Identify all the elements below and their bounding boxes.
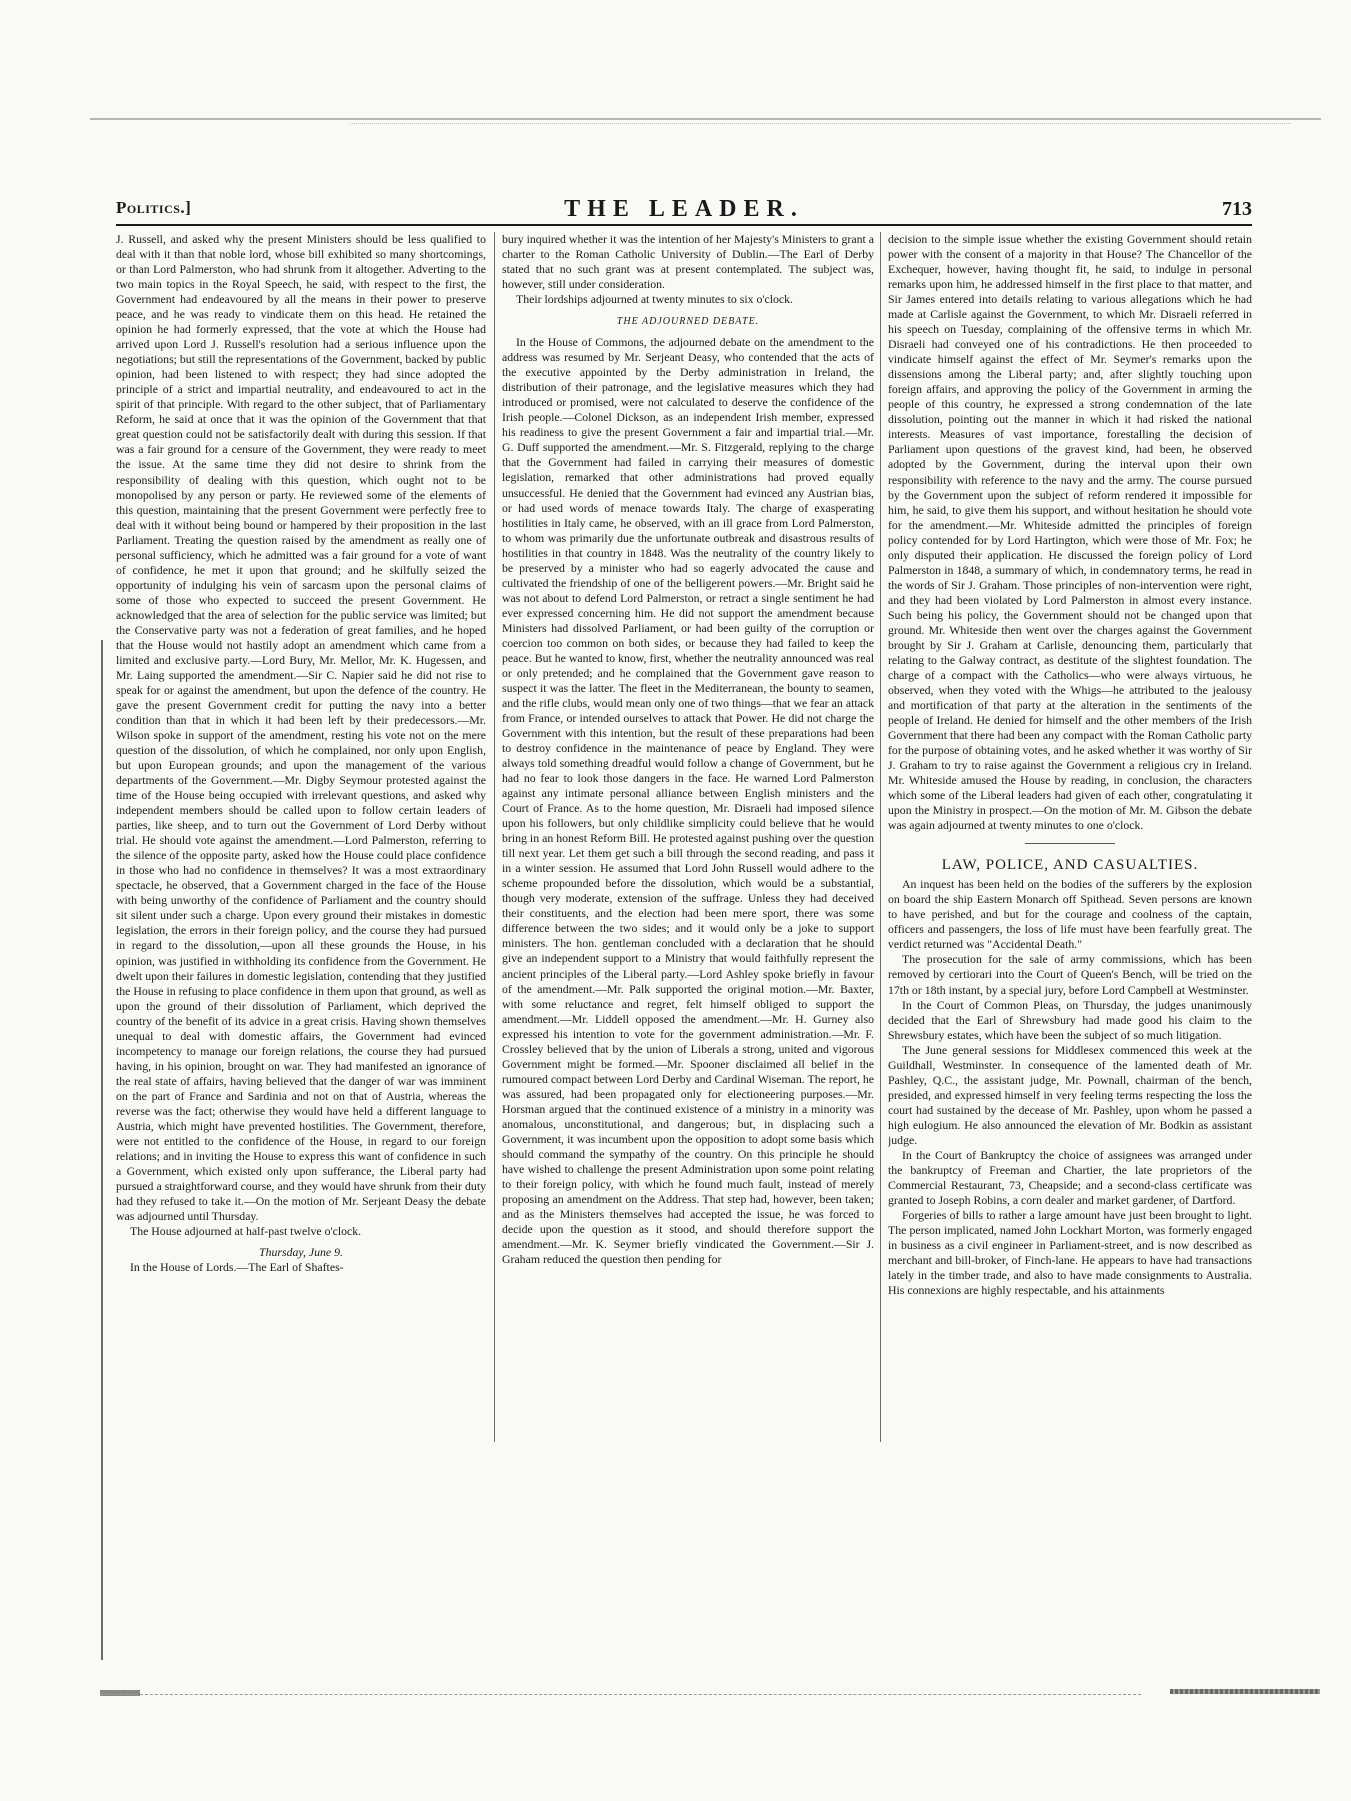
article-paragraph: An inquest has been held on the bodies of the sufferers by the explosion on board the ship Eastern Monarch off Spithead. Seven persons are known to have perished, and but for the courage and coolness of the captain, officers and passengers, the loss of life must have been fearfully great. The verdict returned was "Accidental Death." (888, 877, 1252, 952)
page-header (116, 198, 1252, 224)
adjourn-note: The House adjourned at half-past twelve o'clock. (130, 1224, 362, 1239)
article-paragraph: In the House of Commons, the adjourned debate on the amendment to the address was resumed by Mr. Serjeant Deasy, who contended that the acts of the executive appointed by the Derby administration in Ireland, the distribution of their patronage, and the legislative measures which they had introduced or promised, were not calculated to deserve the confidence of the Irish people.—Colonel Dickson, as an independent Irish member, expressed his readiness to give the present Government a fair and impartial trial.—Mr. G. Duff supported the amendment.—Mr. S. Fitzgerald, replying to the charge that the Government had failed in carrying their measures of domestic legislation, remarked that other administrations had proved equally unsuccessful. He denied that the Government had evinced any Austrian bias, or had used words of menace towards Italy. The charge of exasperating hostilities in Italy came, he observed, with an ill grace from Lord Palmerston, to whom was primarily due the unfortunate outbreak and disastrous results of hostilities in that country in 1848. Was the neutrality of the country likely to be preserved by a minister who had so eagerly advocated the cause and cultivated the friendship of one of the belligerent powers.—Mr. Bright said he was not about to defend Lord Palmerston, or retract a single sentiment he had ever expressed concerning him. He did not support the amendment because Ministers had dissolved Parliament, or had been guilty of the corruption or coercion too common on both sides, or because they had failed to keep the peace. But he wanted to know, first, whether the neutrality announced was real or only pretended; and he complained that the Government gave reason to suspect it was the latter. The fleet in the Mediterranean, the bounty to seamen, and the rifle clubs, would mean only one of two things—that we fear an attack from France, or intended ourselves to attack that Power. He did not charge the Government with this intention, but the result of these preparations had been to destroy confidence in the maintenance of peace by England. They were always told something dreadful would follow a change of Government, but he had no fear to look those dangers in the face. He warned Lord Palmerston against any intimate personal alliance between English ministers and the Court of France. As to the home question, Mr. Disraeli had imposed silence upon his followers, but only childlike simplicity could believe that he would bring in an honest Reform Bill. He protested against pushing over the question till next year. Let them get such a bill through the second reading, and pass it in a winter session. He assumed that Lord John Russell would adhere to the scheme propounded before the dissolution, which would be a substantial, though very moderate, extension of the suffrage. Unless they had deceived their constituents, and the election had been mere sport, there was some difference between the two sides; and it would only be a joke to support ministers. The hon. gentleman concluded with a declaration that he should give an independent support to a Ministry that would faithfully represent the ancient principles of the Liberal party.—Lord Ashley spoke briefly in favour of the amendment.—Mr. Palk supported the original motion.—Mr. Baxter, with some reluctance and regret, felt himself obliged to support the amendment.—Mr. Liddell opposed the amendment.—Mr. H. Gurney also expressed his intention to vote for the government administration.—Mr. F. Crossley believed that by the union of Liberals a strong, united and vigorous Government might be formed.—Mr. Spooner disclaimed all belief in the rumoured compact between Lord Derby and Cardinal Wiseman. The report, he was assured, had been propagated only for electioneering purposes.—Mr. Horsman argued that the continued existence of a ministry in a minority was anomalous, unconstitutional, and dangerous; but, in displacing such a Government, it was incumbent upon the opposition to adopt some basis which should command the sympathy of the country. On this principle he should have wished to challenge the present Administration upon some point relating to their foreign policy, with which he found much fault, instead of merely proposing an amendment on the Address. That step had, however, been taken; and as the Ministers themselves had accepted the issue, he was forced to decide upon the question as it stood, and should therefore support the amendment.—Mr. K. Seymer briefly vindicated the Government.—Sir J. Graham reduced the question then pending for (502, 335, 874, 1267)
top-scan-noise (350, 123, 1291, 125)
column-3 (888, 232, 1252, 1442)
binding-edge-line (101, 640, 103, 1660)
bottom-border-rule (100, 1694, 1141, 1696)
section-divider (1025, 843, 1115, 844)
article-paragraph: J. Russell, and asked why the present Ministers should be less qualified to deal with it than that noble lord, whose bill exhibited so many shortcomings, or than Lord Palmerston, who had shrunk from it altogether. Adverting to the two main topics in the Royal Speech, he said, with respect to the first, the Government had endeavoured by all the means in their power to preserve peace, and he was ready to vindicate them on this head. He retained the opinion he had formerly expressed, that the vote at which the House had arrived upon Lord J. Russell's resolution had a serious influence upon the negotiations; but still the representations of the Government, backed by public opinion, had been listened to with respect; they had since adopted the principle of a strict and impartial neutrality, and endeavoured to act in the spirit of that principle. With regard to the other subject, that of Parliamentary Reform, he said at once that it was the opinion of the Government that that great question could not be satisfactorily dealt with during this session. If that was a fair ground for a censure of the Government, they were ready to meet the issue. At the same time they did not desire to shrink from the responsibility of dealing with this question, which ought not to be monopolised by any person or party. He reviewed some of the elements of this question, maintaining that the present Government were perfectly free to deal with it without being bound or hampered by their proposition in the last Parliament. Treating the question raised by the amendment as really one of personal sufficiency, which he admitted was a fair ground for a vote of want of confidence, he met it upon that ground; and he skilfully seized the opportunity of indulging his vein of sarcasm upon the personal claims of some of those who expected to succeed the present Government. He acknowledged that the area of selection for the public service was limited; but the Conservative party was not a federation of great families, and he hoped that the House would not hastily adopt an amendment which came from a limited and exclusive party.—Lord Bury, Mr. Mellor, Mr. K. Hugessen, and Mr. Laing supported the amendment.—Sir C. Napier said he did not rise to speak for or against the amendment, but upon the defence of the country. He gave the present Government credit for putting the navy into a better condition than that in which it had been left by their predecessors.—Mr. Wilson spoke in support of the amendment, resting his vote not on the mere question of the dissolution, of which he complained, nor only upon English, but upon European grounds; and upon the management of the various departments of the Government.—Mr. Digby Seymour protested against the time of the House being occupied with irrelevant questions, and asked why independent members should be called upon to follow certain leaders of parties, like sheep, and to turn out the Government of Lord Derby without trial. He should vote against the amendment.—Lord Palmerston, referring to the silence of the opposite party, asked how the House could place confidence in those who had no confidence in themselves? It was a most extraordinary spectacle, he observed, that a Government charged in the face of the House with being unworthy of the confidence of Parliament and the country should sit silent under such a charge. Upon every ground their mistakes in domestic legislation, the errors in their foreign policy, and the course they had pursued in regard to the dissolution,—upon all these grounds the House, in his opinion, was justified in withholding its confidence from the Government. He dwelt upon their failures in domestic legislation, contending that they justified the House in refusing to place confidence in them upon that ground, as well as upon the ground of their dissolution of Parliament, which deprived the country of the benefit of its advice in a great crisis. Having shown themselves unequal to deal with domestic affairs, the Government had evinced incompetency to manage our foreign relations, the course they had pursued having, in his opinion, brought on war. They had manifested an ignorance of the real state of affairs, having believed that the danger of war was imminent on the part of France and Sardinia and not on that of Austria, whereas the reverse was the fact; otherwise they would have held a different language to Austria, which might have prevented hostilities. The Government, therefore, were not entitled to the confidence of the House, in regard to our foreign relations; and in inviting the House to express this want of confidence in such a Government, which existed only upon sufferance, the Liberal party had pursued a straightforward course, and they would have shrunk from their duty had they refused to take it.—On the motion of Mr. Serjeant Deasy the debate was adjourned until Thursday. (116, 232, 486, 1224)
section-heading: LAW, POLICE, AND CASUALTIES. (941, 857, 1199, 874)
article-paragraph: In the House of Lords.—The Earl of Shaftes- (130, 1260, 344, 1275)
column-1 (116, 232, 486, 1442)
article-paragraph: In the Court of Common Pleas, on Thursday, the judges unanimously decided that the Earl of Shrewsbury had made good his claim to the Shrewsbury estates, which have been the subject of so much litigation. (888, 997, 1252, 1042)
bottom-ink-mark (1170, 1689, 1320, 1694)
article-paragraph: The prosecution for the sale of army commissions, which has been removed by certiorari into the Court of Queen's Bench, will be tried on the 17th or 18th instant, by a special jury, before Lord Campbell at Westminster. (888, 952, 1252, 997)
column-separator (494, 232, 495, 1442)
column-2 (502, 232, 874, 1442)
page-number: 713 (1222, 198, 1252, 220)
article-paragraph: Forgeries of bills to rather a large amount have just been brought to light. The person implicated, named John Lockhart Morton, was formerly engaged in business as a civil engineer in Parliament-street, and is now described as merchant and bill-broker, of Finch-lane. He appears to have had transactions lately in the timber trade, and also to have made consignments to Australia. His connexions are highly respectable, and his attainments (888, 1207, 1252, 1298)
top-border-rule (90, 118, 1321, 120)
subheading: THE ADJOURNED DEBATE. (616, 316, 760, 328)
article-paragraph: bury inquired whether it was the intention of her Majesty's Ministers to grant a charter to the Roman Catholic University of Dublin.—The Earl of Derby stated that no such grant was at present contemplated. The subject was, however, still under consideration. (502, 232, 874, 292)
article-paragraph: The June general sessions for Middlesex commenced this week at the Guildhall, Westminster. In consequence of the lamented death of Mr. Pashley, Q.C., the assistant judge, Mr. Pownall, chairman of the bench, presided, and expressed himself in very feeling terms respecting the loss the court had sustained by the decease of Mr. Pashley, upon whom he passed a high eulogium. He also announced the elevation of Mr. Bodkin as assistant judge. (888, 1042, 1252, 1147)
dateline: Thursday, June 9. (259, 1245, 343, 1260)
section-label: Politics.] (116, 198, 192, 217)
article-paragraph: decision to the simple issue whether the existing Government should retain power with the consent of a majority in that House? The Chancellor of the Exchequer, however, having thought fit, he said, to indulge in personal remarks upon him, he addressed himself in the first place to that matter, and Sir James entered into details relating to various allegations which he had made at Carlisle against the Government, to which Mr. Disraeli referred in his speech on Tuesday, complaining of the offensive terms in which Mr. Disraeli had conveyed one of his contradictions. He then proceeded to vindicate himself against the effect of Mr. Seymer's remarks upon the dissensions among the Liberal party; and, after slightly touching upon foreign affairs, and approving the policy of the Government in arming the people of this country, he expressed a strong condemnation of the late dissolution, pointing out the manner in which it had risked the national interests. Measures of vast importance, forestalling the decision of Parliament upon questions of the gravest kind, had been, he observed adopted by the Government, during the interval upon their own responsibility with reference to the navy and the army. The course pursued by the Government upon the subject of reform rendered it impossible for him, he said, to give them his support, and without hesitation he should vote for the amendment.—Mr. Whiteside admitted the principles of foreign policy contended for by Lord Hartington, which were those of Mr. Fox; he only disputed their application. He discussed the foreign policy of Lord Palmerston in 1848, a summary of which, in condemnatory terms, he read in the words of Sir J. Graham. Those principles of non-intervention were right, and they had been violated by Lord Palmerston in almost every instance. Such being his policy, the Government should not be changed upon that ground. Mr. Whiteside then went over the charges against the Government brought by Sir J. Graham at Carlisle, denouncing them, particularly that relating to the Galway contract, as destitute of the slightest foundation. The charge of a compact with the Catholics—who were always virtuous, he observed, when they voted with the Whigs—he attributed to the jealousy and mortification of that party at the alteration in the sentiments of the people of Ireland. He denied for himself and the other members of the Irish Government that there had been any compact with the Roman Catholic party for the purpose of obtaining votes, and he asked whether it was worthy of Sir J. Graham to try to raise against the Government a religious cry in Ireland. Mr. Whiteside amused the House by reading, in conclusion, the characters which some of the Liberal leaders had given of each other, congratulating it upon the Ministry in prospect.—On the motion of Mr. M. Gibson the debate was again adjourned at twenty minutes to one o'clock. (888, 232, 1252, 833)
header-rule (116, 224, 1252, 226)
article-paragraph: Their lordships adjourned at twenty minutes to six o'clock. (516, 292, 794, 307)
newspaper-title: THE LEADER. (564, 196, 804, 222)
article-paragraph: In the Court of Bankruptcy the choice of assignees was arranged under the bankruptcy of Freeman and Chartier, the late proprietors of the Commercial Restaurant, 73, Cheapside; and a second-class certificate was granted to Joseph Robins, a corn dealer and market gardener, of Dartford. (888, 1147, 1252, 1207)
column-separator (880, 232, 881, 1442)
